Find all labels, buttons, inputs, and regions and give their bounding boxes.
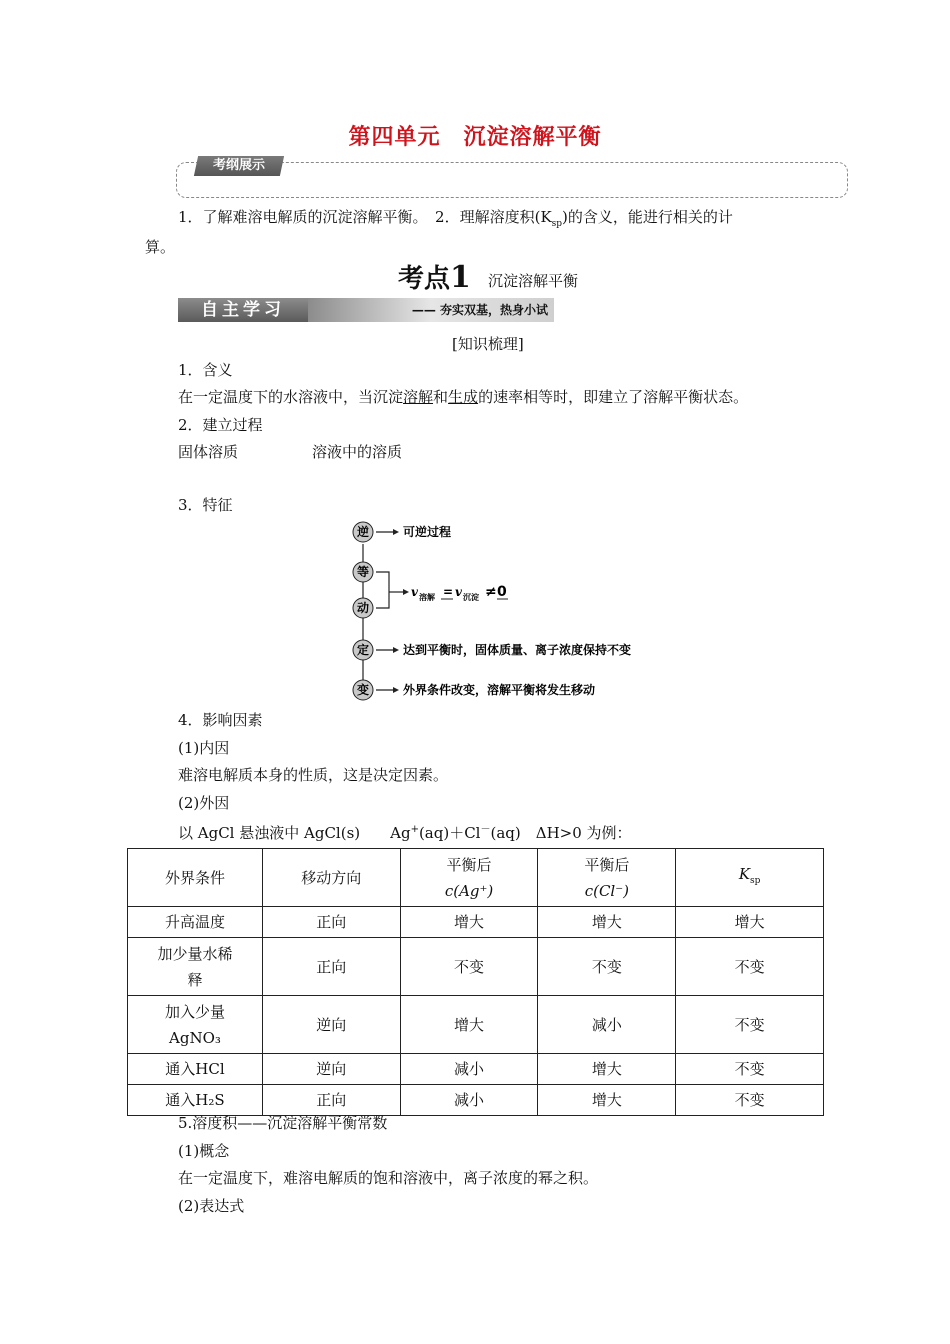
cell: 正向 xyxy=(262,1085,400,1116)
th-ksp: $K_{sp}$ xyxy=(676,849,824,907)
s4-p1-text: 难溶电解质本身的性质，这是决定因素。 xyxy=(178,766,449,784)
char-bian: 变 xyxy=(356,683,370,697)
cell: 减小 xyxy=(538,996,676,1054)
factor-table xyxy=(127,848,824,1116)
table-row xyxy=(128,907,824,938)
cell: 增大 xyxy=(400,996,538,1054)
s1-text: 在一定温度下的水溶液中，当沉淀溶解和生成的速率相等时，即建立了溶解平衡状态。 xyxy=(178,388,749,406)
cell: 加入少量AgNO₃ xyxy=(128,996,263,1054)
s5-p2: (2)表达式 xyxy=(178,1197,245,1215)
v-precip: v xyxy=(455,585,462,599)
kaogang-line2: 算。 xyxy=(145,238,176,256)
kaogang-line1: 1．了解难溶电解质的沉淀溶解平衡。 2．理解溶度积$(K_{sp})$的含义，能进行相关的计 xyxy=(178,208,733,229)
s2-head: 2．建立过程 xyxy=(178,416,263,434)
char-deng: 等 xyxy=(356,565,370,579)
v-sub-dissolve: 溶解 xyxy=(419,593,435,602)
eq-sign: = xyxy=(443,585,454,599)
s4-equation: 以 AgCl 悬浊液中 AgCl(s) Ag+(aq)＋Cl－(aq) ΔH>0 为例： xyxy=(178,824,632,842)
table-row xyxy=(128,996,824,1054)
char-ni: 逆 xyxy=(356,525,370,539)
cell: 增大 xyxy=(538,1085,676,1116)
v-sub-precip: 沉淀 xyxy=(463,593,479,602)
cell: 不变 xyxy=(676,1085,824,1116)
cell: 正向 xyxy=(262,907,400,938)
zero: 0 xyxy=(497,584,507,600)
s5-head: 5.溶度积——沉淀溶解平衡常数 xyxy=(178,1114,388,1132)
text-ni: 可逆过程 xyxy=(403,525,452,539)
s5-p1-text: 在一定温度下，难溶电解质的饱和溶液中，离子浓度的幂之积。 xyxy=(178,1169,599,1187)
cell: 正向 xyxy=(262,938,400,996)
kaogang-tag-label: 考纲展示 xyxy=(212,158,265,173)
banner-left-label: 自主学习 xyxy=(178,298,308,322)
kaogang-tag xyxy=(194,156,284,176)
cell: 通入HCl xyxy=(128,1054,263,1085)
cell: 不变 xyxy=(676,938,824,996)
feature-diagram xyxy=(345,516,655,706)
kaodian-heading: 考点1 xyxy=(398,260,471,295)
cell: 通入H₂S xyxy=(128,1085,263,1116)
cell: 减小 xyxy=(400,1054,538,1085)
s2-right: 溶液中的溶质 xyxy=(312,443,403,461)
s5-p1: (1)概念 xyxy=(178,1142,230,1160)
cell: 减小 xyxy=(400,1085,538,1116)
v-dissolve: v xyxy=(411,585,418,599)
table-row xyxy=(128,938,824,996)
cell: 不变 xyxy=(400,938,538,996)
s4-p1: (1)内因 xyxy=(178,739,230,757)
cell: 增大 xyxy=(400,907,538,938)
cell: 增大 xyxy=(538,907,676,938)
zizhu-banner xyxy=(178,298,554,322)
th-ag: 平衡后 c(Ag⁺) xyxy=(400,849,538,907)
cell: 逆向 xyxy=(262,996,400,1054)
text-ding: 达到平衡时，固体质量、离子浓度保持不变 xyxy=(403,643,632,657)
s4-head: 4．影响因素 xyxy=(178,711,263,729)
cell: 逆向 xyxy=(262,1054,400,1085)
cell: 不变 xyxy=(676,1054,824,1085)
char-ding: 定 xyxy=(356,643,370,657)
char-dong: 动 xyxy=(356,601,370,615)
zhishi-label: [知识梳理] xyxy=(452,335,524,353)
table-header-row xyxy=(128,849,824,907)
banner-right-label: —— 夯实双基，热身小试 xyxy=(308,298,554,322)
cell: 升高温度 xyxy=(128,907,263,938)
cell: 加少量水稀释 xyxy=(128,938,263,996)
cell: 不变 xyxy=(538,938,676,996)
text-bian: 外界条件改变，溶解平衡将发生移动 xyxy=(403,683,596,697)
s2-left: 固体溶质 xyxy=(178,443,239,461)
th-direction: 移动方向 xyxy=(262,849,400,907)
th-condition: 外界条件 xyxy=(128,849,263,907)
neq-sign: ≠ xyxy=(485,584,497,600)
cell: 增大 xyxy=(676,907,824,938)
kaodian-subtitle: 沉淀溶解平衡 xyxy=(488,272,579,290)
cell: 不变 xyxy=(676,996,824,1054)
cell: 增大 xyxy=(538,1054,676,1085)
page-title: 第四单元 沉淀溶解平衡 xyxy=(348,125,602,150)
table-row xyxy=(128,1085,824,1116)
s1-head: 1．含义 xyxy=(178,361,233,379)
s4-p2: (2)外因 xyxy=(178,794,230,812)
table-row xyxy=(128,1054,824,1085)
th-cl: 平衡后 c(Cl⁻) xyxy=(538,849,676,907)
s3-head: 3．特征 xyxy=(178,496,233,514)
